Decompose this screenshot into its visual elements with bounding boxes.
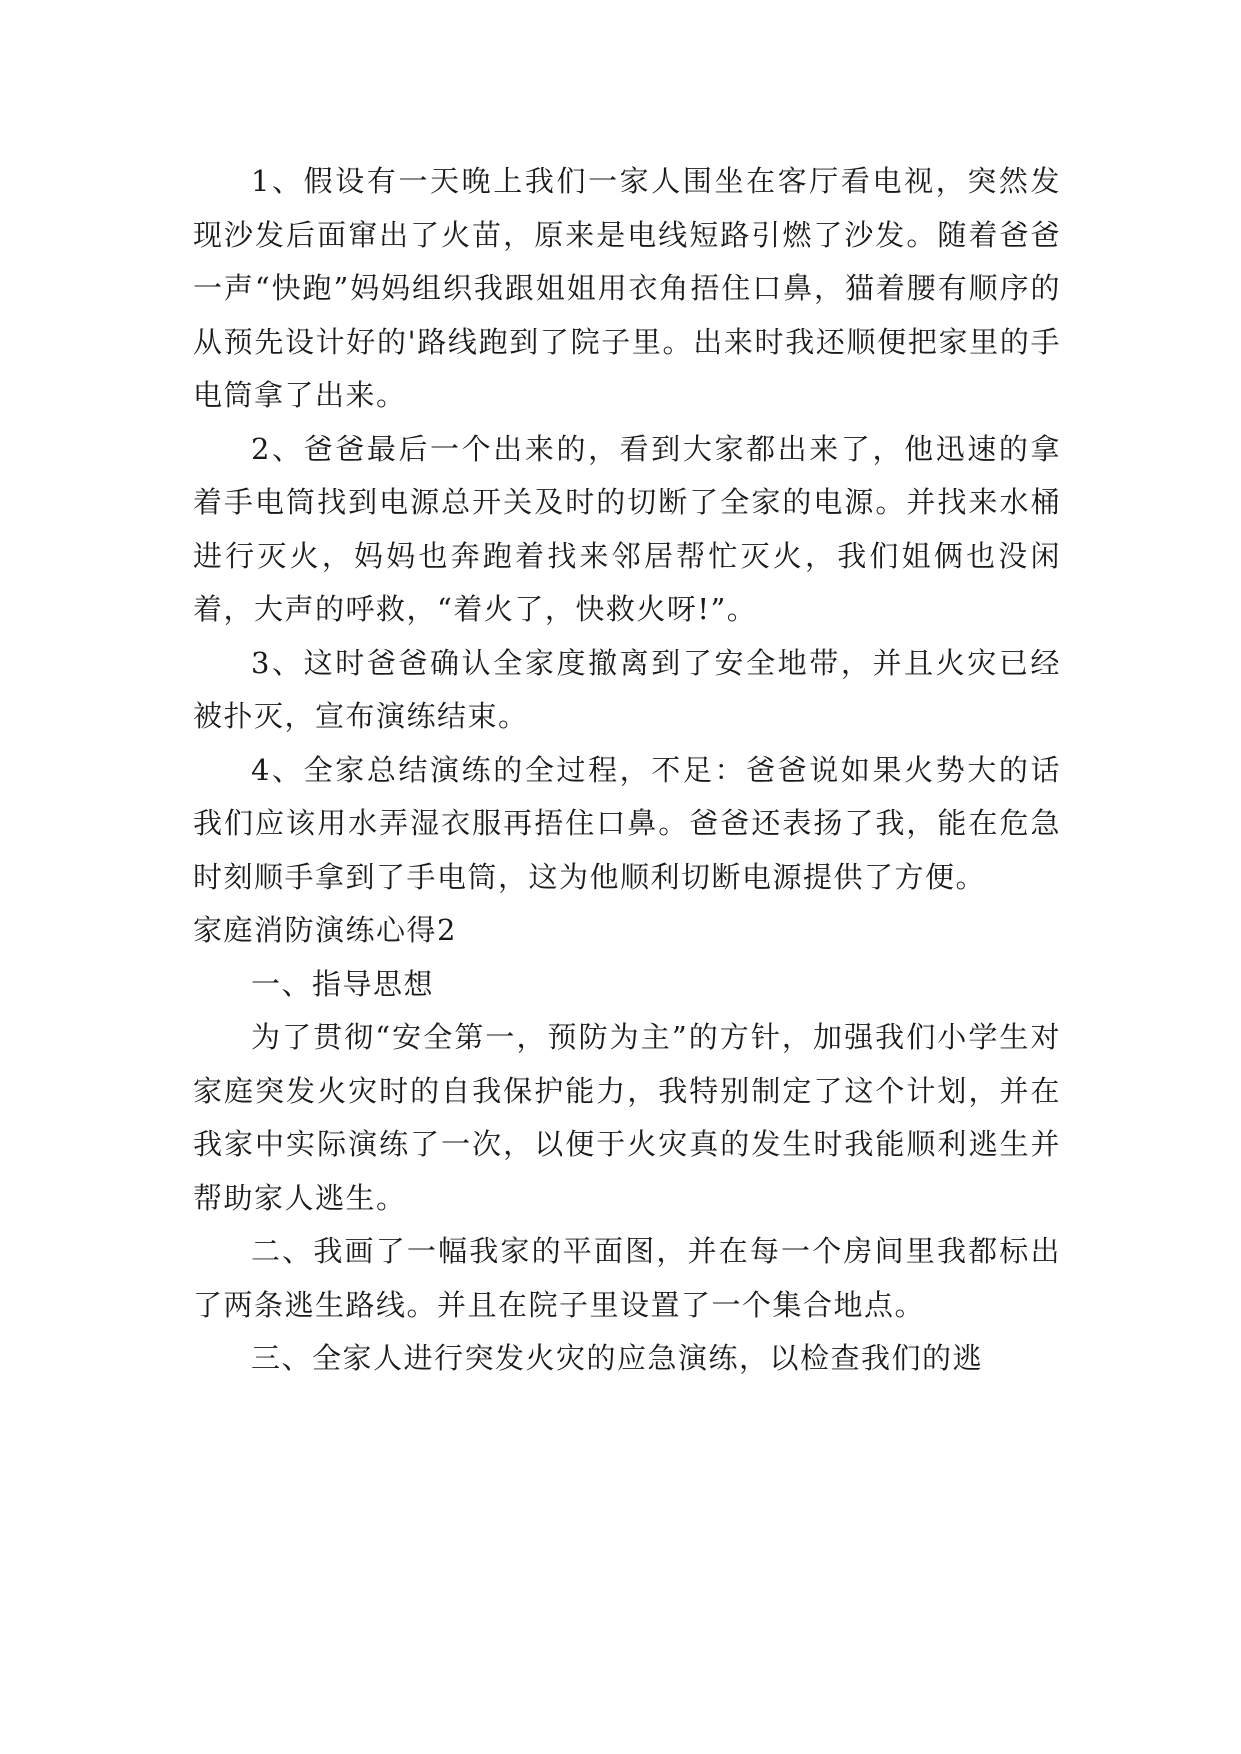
paragraph-floor-plan: 二、我画了一幅我家的平面图，并在每一个房间里我都标出了两条逃生路线。并且在院子里设置了一个集合地点。 [193, 1234, 1061, 1322]
paragraph-family-drill: 三、全家人进行突发火灾的应急演练，以检查我们的逃 [251, 1341, 984, 1375]
paragraph-drill-step-1: 1、假设有一天晚上我们一家人围坐在客厅看电视，突然发现沙发后面窜出了火苗，原来是电线短路引燃了沙发。随着爸爸一声“快跑”妈妈组织我跟姐姐用衣角捂住口鼻，猫着腰有顺序的从预先设计好的'路线跑到了院子里。出来时我还顺便把家里的手电筒拿了出来。 [193, 164, 1061, 412]
paragraph-drill-step-3: 3、这时爸爸确认全家度撤离到了安全地带，并且火灾已经被扑灭，宣布演练结束。 [193, 645, 1061, 733]
paragraph-guiding-idea: 为了贯彻“安全第一，预防为主”的方针，加强我们小学生对家庭突发火灾时的自我保护能力，我特别制定了这个计划，并在我家中实际演练了一次，以便于火灾真的发生时我能顺利逃生并帮助家人逃生。 [193, 1020, 1061, 1215]
paragraph-guiding-idea-title: 一、指导思想 [251, 966, 435, 1001]
paragraph-drill-step-2: 2、爸爸最后一个出来的，看到大家都出来了，他迅速的拿着手电筒找到电源总开关及时的切断了全家的电源。并找来水桶进行灭火，妈妈也奔跑着找来邻居帮忙灭火，我们姐俩也没闲着，大声的呼救，“着火了，快救火呀!”。 [193, 431, 1061, 626]
section-heading: 家庭消防演练心得2 [193, 913, 457, 947]
paragraph-drill-step-4: 4、全家总结演练的全过程，不足：爸爸说如果火势大的话我们应该用水弄湿衣服再捂住口鼻。爸爸还表扬了我，能在危急时刻顺手拿到了手电筒，这为他顺利切断电源提供了方便。 [193, 752, 1061, 894]
